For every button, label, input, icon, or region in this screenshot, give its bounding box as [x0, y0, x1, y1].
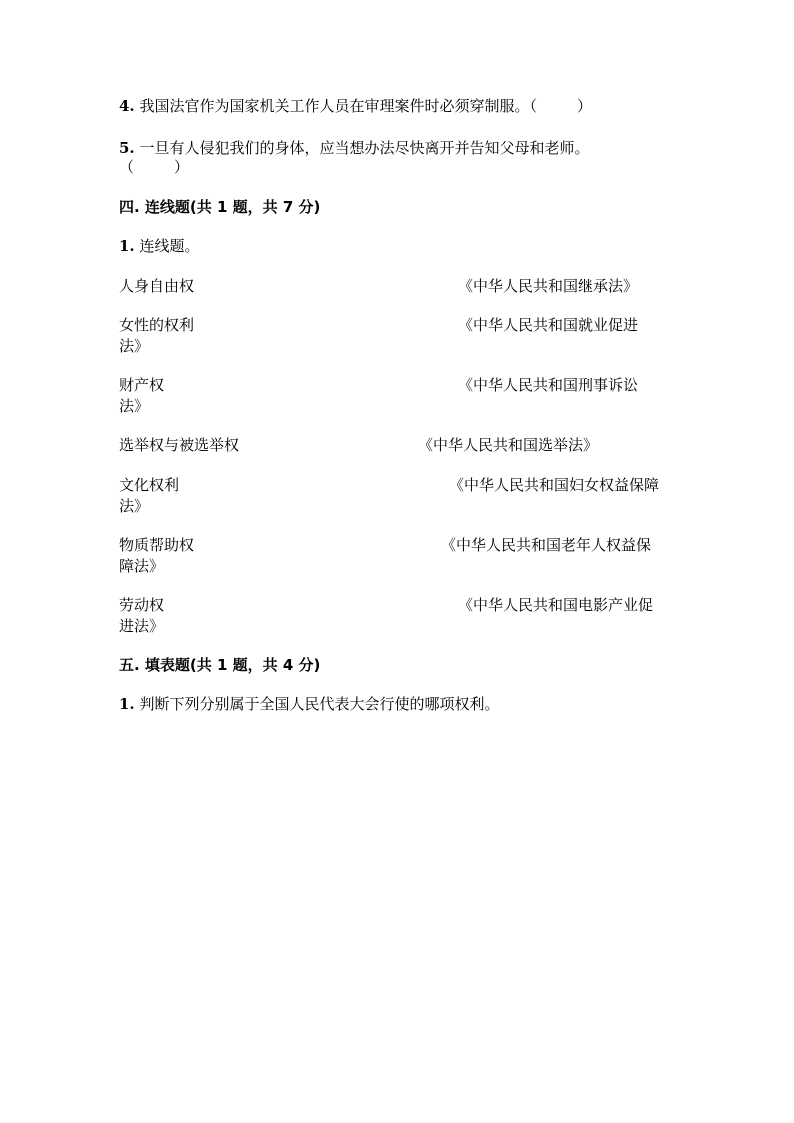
- match-right-item-continuation: 障法》: [119, 557, 165, 575]
- match-right-item[interactable]: 《中华人民共和国电影产业促: [458, 596, 654, 614]
- match-left-item[interactable]: 选举权与被选举权: [119, 436, 240, 454]
- section-heading-matching: 四. 连线题(共 1 题，共 7 分): [119, 198, 321, 216]
- judge-item-paren-open: （: [119, 158, 135, 176]
- judge-item-number: 4.: [119, 97, 135, 115]
- question-fill-table: [119, 694, 499, 714]
- question-matching: [119, 236, 199, 256]
- match-right-item[interactable]: 《中华人民共和国选举法》: [418, 436, 599, 454]
- match-right-item[interactable]: 《中华人民共和国就业促进: [458, 316, 639, 334]
- match-right-item-continuation: 法》: [119, 497, 150, 515]
- match-right-item[interactable]: 《中华人民共和国妇女权益保障: [449, 476, 660, 494]
- section-heading-fill-table: 五. 填表题(共 1 题，共 4 分): [119, 656, 321, 674]
- match-right-item[interactable]: 《中华人民共和国刑事诉讼: [458, 376, 639, 394]
- match-right-item-continuation: 法》: [119, 337, 150, 355]
- judge-item-5-answer: [119, 157, 189, 177]
- judge-item-paren-close: ）: [576, 97, 592, 115]
- judge-item-text: 一旦有人侵犯我们的身体，应当想办法尽快离开并告知父母和老师。: [139, 139, 590, 157]
- judge-item-paren-close: ）: [174, 158, 190, 176]
- match-right-item[interactable]: 《中华人民共和国老年人权益保: [441, 536, 652, 554]
- question-number: 1.: [119, 695, 135, 713]
- judge-item-text: 我国法官作为国家机关工作人员在审理案件时必须穿制服。（: [139, 97, 537, 115]
- match-left-item[interactable]: 劳动权: [119, 596, 165, 614]
- match-left-item[interactable]: 女性的权利: [119, 316, 195, 334]
- question-text: 连线题。: [139, 237, 200, 255]
- match-left-item[interactable]: 文化权利: [119, 476, 180, 494]
- match-right-item-continuation: 进法》: [119, 617, 165, 635]
- judge-item-5: [119, 138, 589, 158]
- judge-item-number: 5.: [119, 139, 135, 157]
- match-right-item[interactable]: 《中华人民共和国继承法》: [458, 277, 639, 295]
- match-left-item[interactable]: 人身自由权: [119, 277, 195, 295]
- match-right-item-continuation: 法》: [119, 397, 150, 415]
- question-number: 1.: [119, 237, 135, 255]
- question-text: 判断下列分别属于全国人民代表大会行使的哪项权利。: [139, 695, 500, 713]
- match-left-item[interactable]: 财产权: [119, 376, 165, 394]
- judge-item-4: [119, 96, 592, 116]
- match-left-item[interactable]: 物质帮助权: [119, 536, 195, 554]
